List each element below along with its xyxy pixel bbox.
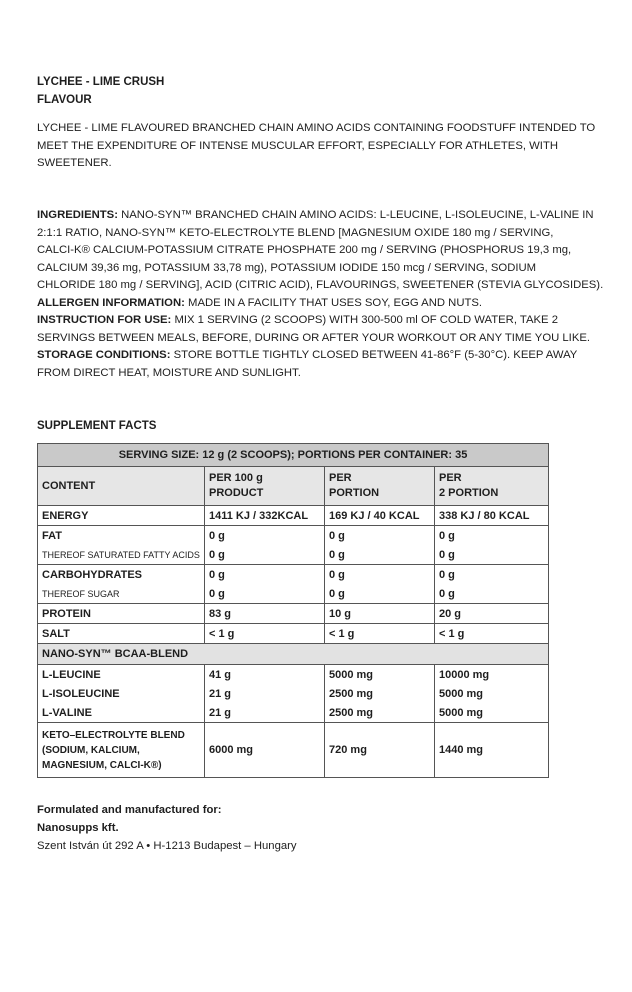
header-per-100g: PER 100 g PRODUCT	[205, 467, 325, 506]
ingredients-line: INGREDIENTS: NANO-SYN™ BRANCHED CHAIN AMINO ACIDS: L-LEUCINE, L-ISOLEUCINE, L-VALINE IN	[37, 209, 594, 221]
ingredients-line: 2:1:1 RATIO, NANO-SYN™ KETO-ELECTROLYTE BLEND [MAGNESIUM OXIDE 180 mg / SERVING,	[37, 226, 554, 239]
table-row: L-LEUCINE 41 g 5000 mg 10000 mg	[38, 665, 549, 685]
supplement-facts-table	[37, 443, 549, 778]
table-row: PROTEIN 83 g 10 g 20 g	[38, 604, 549, 624]
table-row: SALT < 1 g < 1 g < 1 g	[38, 624, 549, 644]
ingredients-block	[37, 207, 604, 382]
ingredients-line: CHLORIDE 180 mg / SERVING], ACID (CITRIC ACID), FLAVOURINGS, SWEETENER (STEVIA GLYCOSIDES).	[37, 279, 604, 291]
supplement-facts-title: SUPPLEMENT FACTS	[37, 420, 157, 432]
description-line: LYCHEE - LIME FLAVOURED BRANCHED CHAIN AMINO ACIDS CONTAINING FOODSTUFF INTENDED TO	[37, 122, 596, 134]
serving-size: SERVING SIZE: 12 g (2 SCOOPS); PORTIONS PER CONTAINER: 35	[38, 444, 549, 467]
header-row	[38, 467, 549, 506]
table-row: CARBOHYDRATES 0 g 0 g 0 g	[38, 565, 549, 585]
description-line: SWEETENER.	[37, 157, 112, 169]
allergen-label: ALLERGEN INFORMATION:	[37, 296, 185, 309]
table-row: THEREOF SUGAR 0 g 0 g 0 g	[38, 584, 549, 604]
company-address: Szent István út 292 A • H-1213 Budapest – Hungary	[37, 840, 297, 852]
header-per-portion: PER PORTION	[325, 467, 435, 506]
table-row: L-ISOLEUCINE 21 g 2500 mg 5000 mg	[38, 684, 549, 703]
formulated-for: Formulated and manufactured for:	[37, 804, 222, 816]
table-row: L-VALINE 21 g 2500 mg 5000 mg	[38, 703, 549, 723]
flavour-label: FLAVOUR	[37, 94, 92, 106]
storage-line: STORAGE CONDITIONS: STORE BOTTLE TIGHTLY CLOSED BETWEEN 41-86°F (5-30°C). KEEP AWAY	[37, 349, 578, 361]
product-name: LYCHEE - LIME CRUSH	[37, 76, 165, 88]
table-row: FAT 0 g 0 g 0 g	[38, 526, 549, 546]
header-per-2-portion: PER 2 PORTION	[435, 467, 549, 506]
bcaa-blend-row	[38, 644, 549, 665]
manufacturer-info	[37, 801, 297, 855]
instruction-line: SERVINGS BETWEEN MEALS, BEFORE, DURING OR AFTER YOUR WORKOUT OR ANY TIME YOU LIKE.	[37, 331, 591, 344]
serving-row	[38, 444, 549, 467]
product-description	[37, 120, 596, 173]
header-content: CONTENT	[38, 467, 205, 506]
keto-blend-label: KETO–ELECTROLYTE BLEND (SODIUM, KALCIUM, MAGNESIUM, CALCI-K®)	[38, 723, 205, 778]
ingredients-line: CALCIUM 39,36 mg, POTASSIUM 33,78 mg), POTASSIUM IODIDE 150 mcg / SERVING, SODIUM	[37, 261, 537, 274]
instruction-line: INSTRUCTION FOR USE: MIX 1 SERVING (2 SCOOPS) WITH 300-500 ml OF COLD WATER, TAKE 2	[37, 314, 558, 326]
ingredients-line: CALCI-K® CALCIUM-POTASSIUM CITRATE PHOSPHATE 200 mg / SERVING (PHOSPHORUS 19,3 mg,	[37, 244, 572, 256]
keto-blend-row: KETO–ELECTROLYTE BLEND (SODIUM, KALCIUM, MAGNESIUM, CALCI-K®) 6000 mg 720 mg 1440 mg	[38, 723, 549, 778]
storage-label: STORAGE CONDITIONS:	[37, 349, 171, 361]
storage-line: FROM DIRECT HEAT, MOISTURE AND SUNLIGHT.	[37, 366, 301, 379]
table-row: ENERGY 1411 KJ / 332KCAL 169 KJ / 40 KCAL 338 KJ / 80 KCAL	[38, 506, 549, 526]
table-row: THEREOF SATURATED FATTY ACIDS 0 g 0 g 0 g	[38, 545, 549, 565]
description-line: MEET THE EXPENDITURE OF INTENSE MUSCULAR EFFORT, ESPECIALLY FOR ATHLETES, WITH	[37, 139, 559, 152]
allergen-line: ALLERGEN INFORMATION: MADE IN A FACILITY THAT USES SOY, EGG AND NUTS.	[37, 296, 483, 309]
instruction-label: INSTRUCTION FOR USE:	[37, 314, 172, 326]
company-name: Nanosupps kft.	[37, 822, 119, 834]
bcaa-blend-label: NANO-SYN™ BCAA-BLEND	[38, 644, 549, 665]
ingredients-label: INGREDIENTS:	[37, 209, 118, 221]
